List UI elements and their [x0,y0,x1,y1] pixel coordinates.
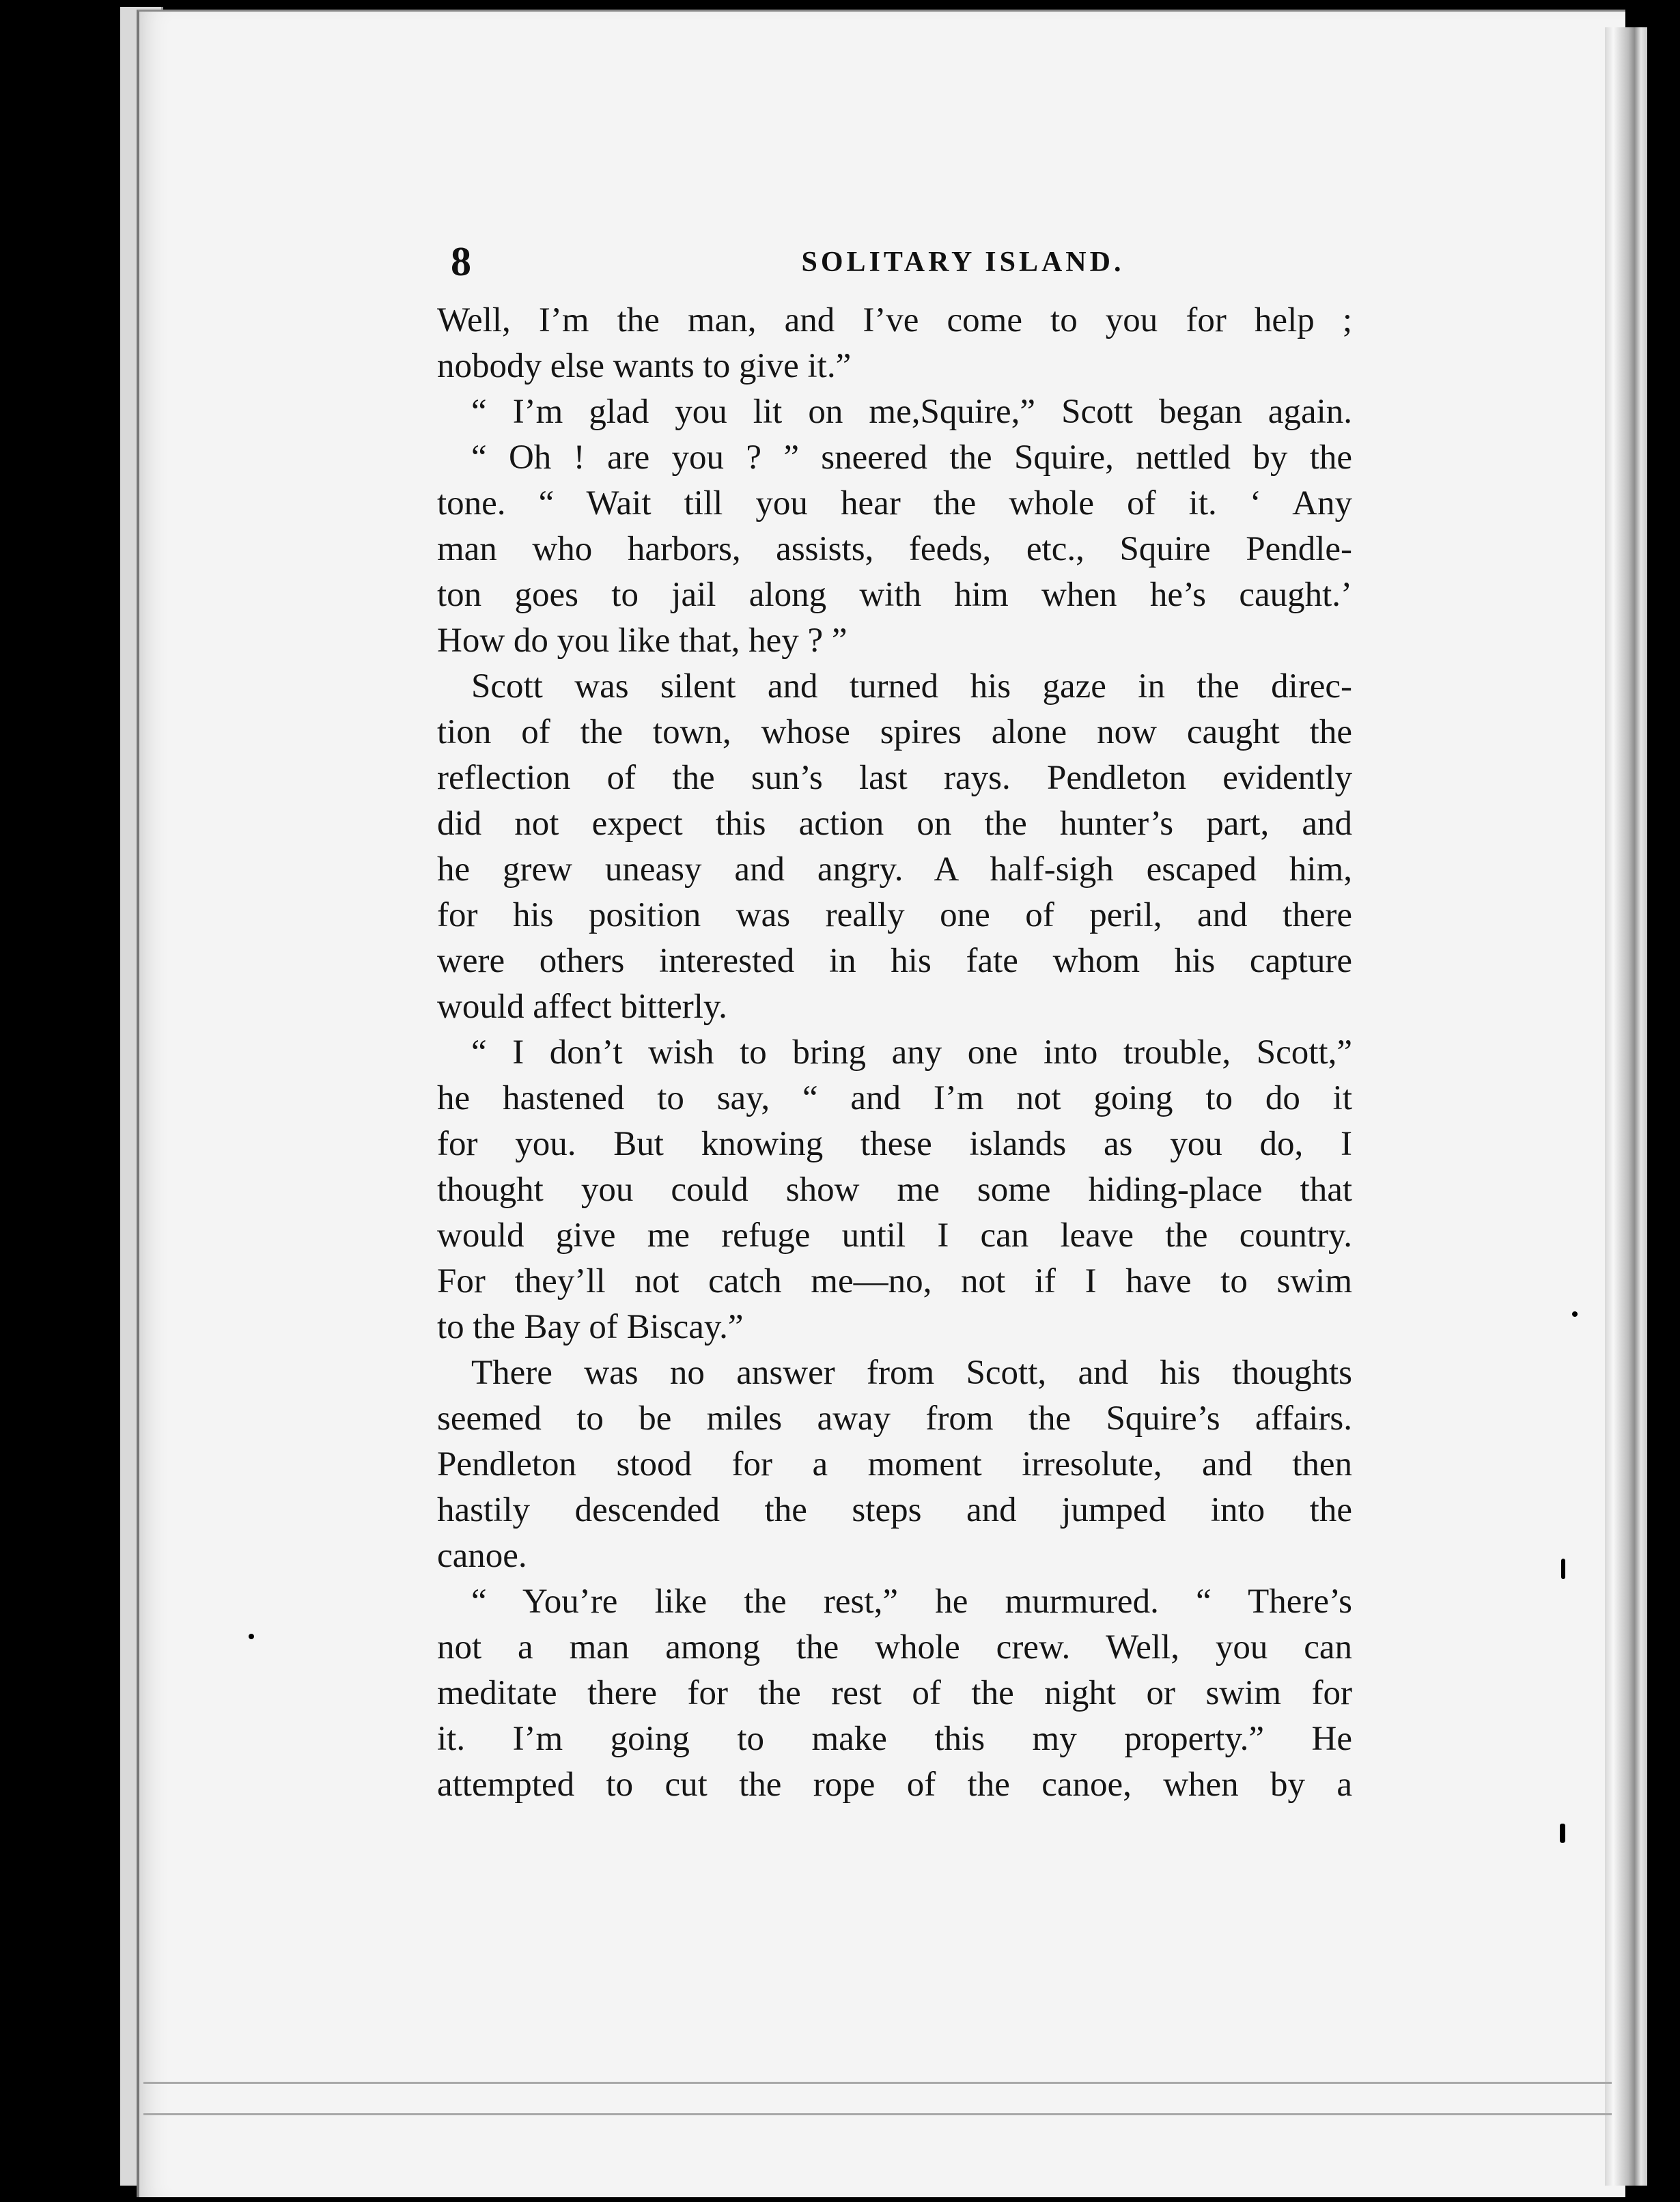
text-line: tone. “ Wait till you hear the whole of it. ‘ Any [437,484,1352,522]
text-line: “ Oh ! are you ? ” sneered the Squire, nettled by the [471,438,1352,477]
text-line: would give me refuge until I can leave the country. [437,1216,1352,1255]
text-line: he hastened to say, “ and I’m not going to do it [437,1079,1352,1117]
text-line: reflection of the sun’s last rays. Pendleton evidently [437,759,1352,797]
text-line: How do you like that, hey ? ” [437,622,848,660]
text-line: for his position was really one of peril, and there [437,896,1352,934]
text-line: nobody else wants to give it.” [437,347,852,385]
text-line: for you. But knowing these islands as you do, I [437,1125,1352,1163]
text-line: tion of the town, whose spires alone now caught the [437,713,1352,751]
text-line: There was no answer from Scott, and his thoughts [471,1354,1352,1392]
text-line: “ You’re like the rest,” he murmured. “ There’s [471,1583,1352,1621]
text-line: did not expect this action on the hunter’s part, and [437,805,1352,843]
page-gutter-edge [1605,27,1647,2186]
text-line: not a man among the whole crew. Well, you can [437,1628,1352,1667]
text-line: he grew uneasy and angry. A half-sigh escaped him, [437,850,1352,889]
page-fold-line [143,2082,1612,2084]
text-line: would affect bitterly. [437,988,727,1026]
text-line: were others interested in his fate whom his capture [437,942,1352,980]
text-line: meditate there for the rest of the night or swim for [437,1674,1352,1712]
text-line: to the Bay of Biscay.” [437,1308,744,1346]
text-line: For they’ll not catch me—no, not if I have to swim [437,1262,1352,1300]
text-line: Well, I’m the man, and I’ve come to you for help ; [437,301,1352,339]
page-fold-line [143,2113,1612,2115]
text-line: attempted to cut the rope of the canoe, when by a [437,1766,1352,1804]
text-line: hastily descended the steps and jumped into the [437,1491,1352,1529]
text-line: Pendleton stood for a moment irresolute, and then [437,1445,1352,1483]
text-line: “ I’m glad you lit on me,Squire,” Scott began again. [471,393,1352,431]
page-number: 8 [451,239,471,284]
text-line: canoe. [437,1537,527,1575]
text-line: ton goes to jail along with him when he’s caught.’ [437,576,1352,614]
text-line: man who harbors, assists, feeds, etc., Squire Pendle- [437,530,1352,568]
text-line: thought you could show me some hiding-place that [437,1171,1352,1209]
text-line: it. I’m going to make this my property.” He [437,1720,1352,1758]
text-line: “ I don’t wish to bring any one into trouble, Scott,” [471,1033,1352,1072]
text-line: seemed to be miles away from the Squire’s affairs. [437,1399,1352,1438]
page-header [451,238,1345,285]
body-text [437,298,1352,1808]
text-line: Scott was silent and turned his gaze in the direc- [471,667,1352,706]
running-title: SOLITARY ISLAND. [801,247,1125,278]
